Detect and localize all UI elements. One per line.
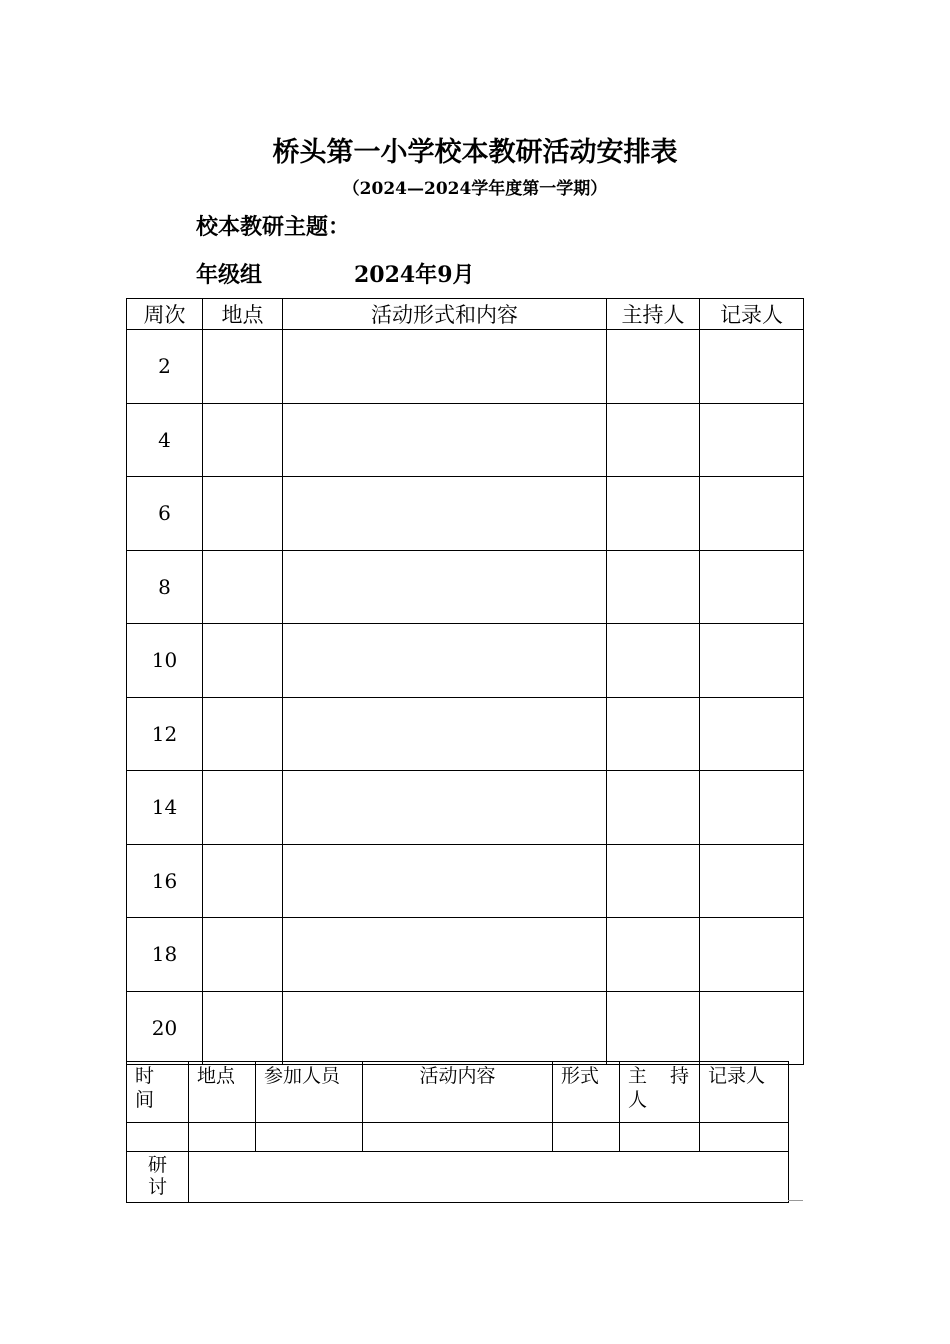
cell-recorder[interactable]: [700, 1123, 789, 1152]
place-cell[interactable]: [203, 918, 283, 992]
schedule-row: [127, 403, 804, 477]
theme-label: 校本教研主题：: [196, 214, 351, 240]
recorder-cell[interactable]: [700, 991, 804, 1065]
place-cell[interactable]: [203, 991, 283, 1065]
week-cell: 10: [127, 624, 203, 698]
schedule-row: [127, 330, 804, 404]
content-cell[interactable]: [283, 697, 607, 771]
header-host: 主持人: [607, 299, 700, 330]
header-host-line-1: [628, 1064, 699, 1088]
week-cell: 6: [127, 477, 203, 551]
discussion-char-1: 研: [147, 1154, 167, 1176]
schedule-row: [127, 918, 804, 992]
host-cell[interactable]: [607, 697, 700, 771]
host-cell[interactable]: [607, 991, 700, 1065]
header-recorder: 记录人: [700, 1062, 789, 1123]
record-blank-row: [127, 1123, 789, 1152]
discussion-char-2: 讨: [147, 1176, 167, 1198]
place-cell[interactable]: [203, 844, 283, 918]
header-time-char-2: 间: [135, 1089, 155, 1111]
year-month: 2024年9月: [354, 262, 475, 288]
header-content: 活动形式和内容: [283, 299, 607, 330]
content-cell[interactable]: [283, 403, 607, 477]
place-cell[interactable]: [203, 477, 283, 551]
week-cell: 16: [127, 844, 203, 918]
week-cell: 20: [127, 991, 203, 1065]
schedule-row: [127, 624, 804, 698]
header-host: [620, 1062, 700, 1123]
recorder-cell[interactable]: [700, 403, 804, 477]
place-cell[interactable]: [203, 771, 283, 845]
discussion-row: [127, 1152, 789, 1203]
place-cell[interactable]: [203, 550, 283, 624]
host-cell[interactable]: [607, 403, 700, 477]
schedule-header-row: [127, 299, 804, 330]
host-cell[interactable]: [607, 624, 700, 698]
content-cell[interactable]: [283, 550, 607, 624]
header-participants: 参加人员: [256, 1062, 363, 1123]
schedule-row: [127, 991, 804, 1065]
cell-place[interactable]: [189, 1123, 256, 1152]
header-time-char-1: 时: [135, 1065, 155, 1087]
activity-record-table: [126, 1061, 789, 1203]
schedule-row: [127, 477, 804, 551]
content-cell[interactable]: [283, 624, 607, 698]
recorder-cell[interactable]: [700, 624, 804, 698]
semester-subtitle: （2024—2024学年度第一学期）: [342, 179, 608, 199]
cell-host[interactable]: [620, 1123, 700, 1152]
header-week: 周次: [127, 299, 203, 330]
header-activity-content: 活动内容: [363, 1062, 553, 1123]
schedule-row: [127, 844, 804, 918]
grade-label: 年级组: [196, 262, 263, 288]
discussion-cell[interactable]: [189, 1152, 789, 1203]
header-host-char-3: 人: [628, 1089, 648, 1111]
recorder-cell[interactable]: [700, 330, 804, 404]
recorder-cell[interactable]: [700, 550, 804, 624]
content-cell[interactable]: [283, 771, 607, 845]
host-cell[interactable]: [607, 918, 700, 992]
content-cell[interactable]: [283, 477, 607, 551]
schedule-row: [127, 771, 804, 845]
header-host-char-1: 主: [628, 1065, 648, 1087]
week-cell: 4: [127, 403, 203, 477]
recorder-cell[interactable]: [700, 477, 804, 551]
recorder-cell[interactable]: [700, 918, 804, 992]
host-cell[interactable]: [607, 771, 700, 845]
week-cell: 18: [127, 918, 203, 992]
place-cell[interactable]: [203, 330, 283, 404]
content-cell[interactable]: [283, 991, 607, 1065]
header-place: 地点: [203, 299, 283, 330]
schedule-row: [127, 697, 804, 771]
host-cell[interactable]: [607, 550, 700, 624]
host-cell[interactable]: [607, 477, 700, 551]
recorder-cell[interactable]: [700, 844, 804, 918]
cell-form[interactable]: [553, 1123, 620, 1152]
schedule-row: [127, 550, 804, 624]
content-cell[interactable]: [283, 330, 607, 404]
header-host-char-2: 持: [669, 1065, 689, 1087]
header-form: 形式: [553, 1062, 620, 1123]
week-cell: 2: [127, 330, 203, 404]
recorder-cell[interactable]: [700, 771, 804, 845]
cell-participants[interactable]: [256, 1123, 363, 1152]
cell-content[interactable]: [363, 1123, 553, 1152]
week-cell: 8: [127, 550, 203, 624]
place-cell[interactable]: [203, 697, 283, 771]
content-cell[interactable]: [283, 918, 607, 992]
host-cell[interactable]: [607, 844, 700, 918]
record-header-row: [127, 1062, 789, 1123]
week-cell: 12: [127, 697, 203, 771]
schedule-table: [126, 298, 804, 1065]
header-time: [127, 1062, 189, 1123]
place-cell[interactable]: [203, 403, 283, 477]
host-cell[interactable]: [607, 330, 700, 404]
header-place: 地点: [189, 1062, 256, 1123]
recorder-cell[interactable]: [700, 697, 804, 771]
content-cell[interactable]: [283, 844, 607, 918]
header-recorder: 记录人: [700, 299, 804, 330]
place-cell[interactable]: [203, 624, 283, 698]
page-title: 桥头第一小学校本教研活动安排表: [272, 137, 678, 168]
table-edge-line: [788, 1200, 803, 1201]
discussion-label: [127, 1152, 189, 1203]
cell-time[interactable]: [127, 1123, 189, 1152]
week-cell: 14: [127, 771, 203, 845]
